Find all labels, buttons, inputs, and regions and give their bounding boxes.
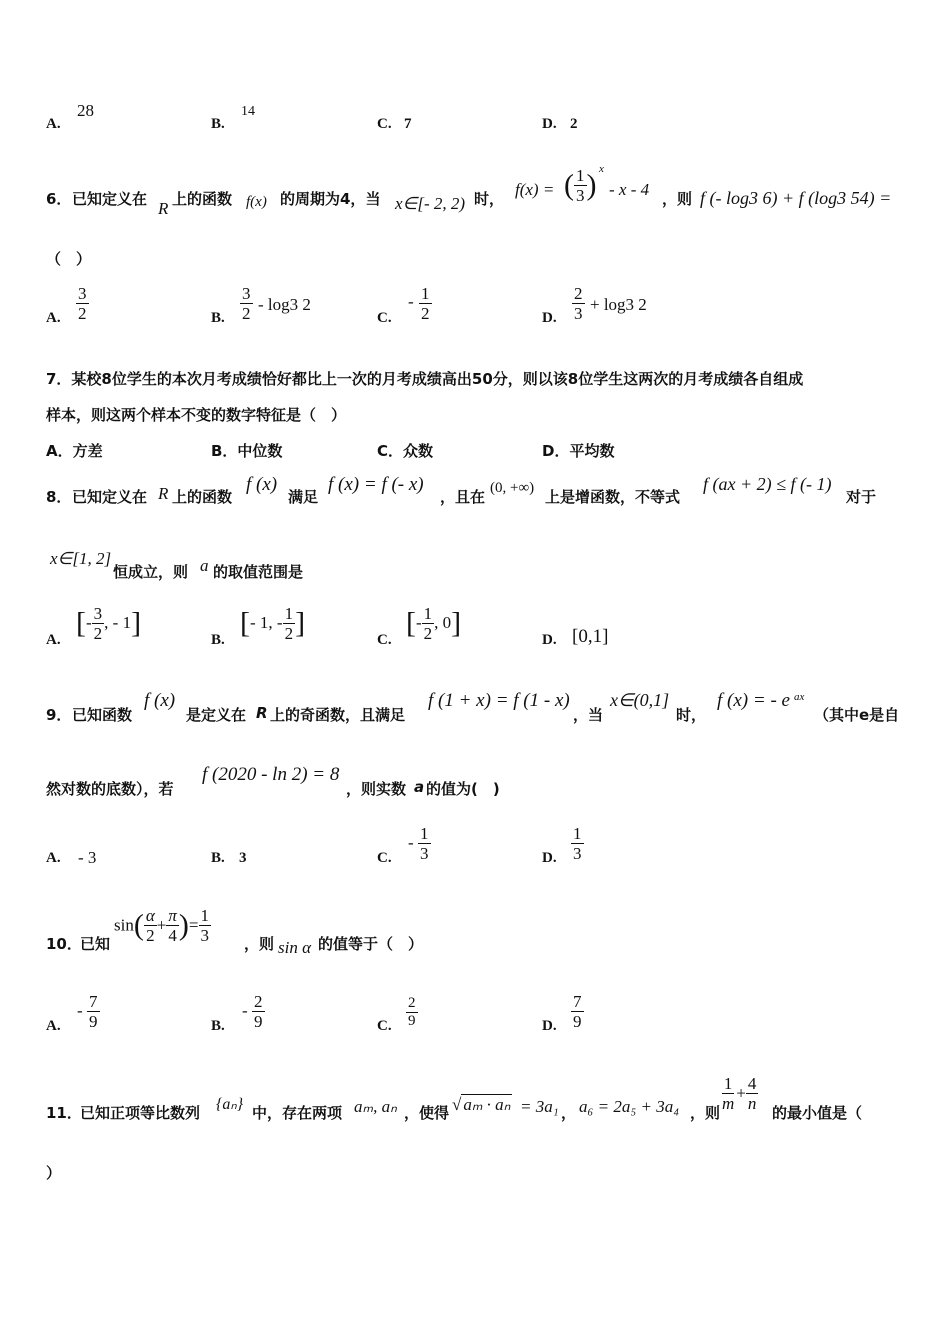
option-c-post: , 0 — [434, 613, 452, 632]
q6-option-d-rest: + log3 2 — [590, 295, 647, 314]
frac-den: 4 — [168, 926, 177, 945]
frac-den: 9 — [408, 1013, 416, 1029]
bracket-left: [ — [76, 606, 86, 640]
q11-text-4: ， — [561, 1104, 577, 1122]
q8-eq: f (x) = f (- x) — [328, 474, 424, 495]
q6-option-c-sign: - — [408, 292, 414, 311]
frac-num: 1 — [576, 166, 585, 185]
q10-option-d-frac — [571, 992, 584, 1031]
option-a-value: 28 — [77, 101, 94, 120]
frac-den: n — [747, 1094, 757, 1113]
frac-den: 2 — [423, 624, 433, 643]
q8-xdom: x∈[1, 2] — [50, 549, 112, 568]
q6-def-frac — [564, 166, 597, 205]
q8-ineq: f (ax + 2) ≤ f (- 1) — [703, 474, 832, 494]
frac-num: π — [168, 906, 177, 925]
q11-text-5: ，则 — [690, 1104, 721, 1122]
option-d-value: 2 — [570, 116, 578, 132]
frac-num: 1 — [420, 824, 429, 843]
q10-option-c-frac — [406, 995, 418, 1030]
q6-number: 6． — [46, 190, 72, 208]
q9-R: R — [256, 704, 268, 722]
q6-option-c-label: C. — [377, 310, 392, 326]
q6-def-lhs: f(x) = — [515, 180, 555, 199]
q10-number: 10． — [46, 935, 82, 953]
plus: + — [156, 915, 167, 935]
q8-number: 8． — [46, 488, 72, 506]
q11-text-1: 已知正项等比数列 — [80, 1104, 201, 1122]
q11-seq: {aₙ} — [216, 1096, 244, 1113]
q9-option-c-label: C. — [377, 850, 392, 866]
q8-R: R — [158, 484, 169, 503]
option-d-label: D. — [542, 116, 557, 132]
q9-cond: f (2020 - ln 2) = 8 — [202, 764, 340, 785]
q10-option-b-frac — [252, 992, 265, 1031]
option-c-value: 7 — [404, 116, 412, 132]
q6-expr: f (- log3 6) + f (log3 54) = — [700, 188, 892, 208]
q9-option-b-label: B. — [211, 850, 225, 866]
paren-left: ( — [564, 168, 574, 202]
option-b-pre: - 1, - — [250, 613, 283, 632]
paren-right: ) — [178, 908, 189, 942]
frac-num: 3 — [242, 284, 251, 303]
q6-option-b-frac — [240, 284, 253, 323]
q10-option-a-label: A. — [46, 1018, 61, 1034]
q9-text-2: 是定义在 — [186, 706, 247, 724]
q10-option-b-label: B. — [211, 1018, 225, 1034]
q9-text-3: 上的奇函数，且满足 — [270, 706, 406, 724]
q9-eq: f (1 + x) = f (1 - x) — [428, 690, 570, 711]
q8-option-b-label: B. — [211, 632, 225, 648]
frac-num: 4 — [747, 1074, 757, 1093]
q9-dom: x∈(0,1] — [610, 690, 670, 710]
option-b-label: B. — [211, 116, 225, 132]
q8-option-b-expr — [240, 604, 305, 643]
q11-close: ） — [46, 1164, 62, 1182]
plus: + — [736, 1083, 746, 1103]
bracket-right: ] — [295, 606, 306, 640]
q6-text-2: 上的函数 — [172, 190, 233, 208]
q10-sina: sin α — [278, 938, 312, 957]
q9-def: f (x) = - e — [717, 690, 790, 711]
frac-num: 3 — [78, 284, 87, 303]
paren-left: ( — [133, 908, 144, 942]
q10-option-a-frac — [87, 992, 100, 1031]
q7-option-a: A．方差 — [46, 442, 103, 460]
q9-option-c-sign: - — [408, 833, 414, 852]
q9-option-b-value: 3 — [239, 850, 247, 866]
q8-text-4: ，且在 — [440, 488, 486, 506]
q8-text-7: 恒成立，则 — [113, 563, 189, 581]
q8-option-d-label: D. — [542, 632, 557, 648]
q7-option-b: B．中位数 — [211, 442, 283, 460]
q6-text-5: ，则 — [662, 190, 693, 208]
equals: = — [188, 915, 199, 935]
frac-den: 9 — [89, 1012, 98, 1031]
frac-num: 3 — [93, 604, 103, 623]
q9-option-a-label: A. — [46, 850, 61, 866]
bracket-right: ] — [451, 606, 462, 640]
q6-text-1: 已知定义在 — [72, 190, 148, 208]
q8-a: a — [200, 556, 209, 575]
frac-num: α — [145, 906, 155, 925]
q9-text-5: 时， — [676, 706, 707, 724]
q8-text-5: 上是增函数，不等式 — [545, 488, 681, 506]
paren-right: ) — [586, 168, 597, 202]
q8-option-d-value: [0,1] — [572, 626, 609, 647]
q9-line2-c: 的值为( ) — [426, 780, 500, 798]
q11-text-3: ，使得 — [404, 1104, 450, 1122]
q9-option-a-value: - 3 — [78, 848, 97, 867]
option-b-value: 14 — [241, 104, 255, 119]
q8-interval: (0, +∞) — [490, 480, 535, 496]
q11-text-6: 的最小值是（ — [772, 1104, 863, 1122]
q10-option-c-label: C. — [377, 1018, 392, 1034]
option-c-pre: - — [416, 613, 422, 632]
q6-option-d-frac — [572, 284, 585, 323]
q10-option-b-sign: - — [242, 1001, 248, 1020]
frac-den: m — [722, 1094, 735, 1113]
q10-option-a-sign: - — [77, 1001, 83, 1020]
q9-line2-a: 然对数的底数），若 — [46, 780, 174, 798]
q8-text-2: 上的函数 — [172, 488, 233, 506]
q10-text-2: ，则 — [244, 935, 275, 953]
frac-den: 9 — [573, 1012, 582, 1031]
q7-option-d: D．平均数 — [542, 442, 615, 460]
q8-text-3: 满足 — [288, 488, 319, 506]
q11-sqrt: √ aₘ · aₙ — [452, 1095, 511, 1114]
q11-expr — [720, 1074, 758, 1113]
frac-den: 2 — [242, 304, 251, 323]
frac-num: 2 — [574, 284, 583, 303]
frac-num: 7 — [89, 992, 98, 1011]
q10-option-d-label: D. — [542, 1018, 557, 1034]
frac-den: 2 — [146, 926, 155, 945]
option-c-label: C. — [377, 116, 392, 132]
frac-den: 3 — [576, 186, 585, 205]
q11-number: 11． — [46, 1104, 82, 1122]
frac-den: 3 — [573, 844, 582, 863]
q11-text-2: 中，存在两项 — [252, 1104, 343, 1122]
frac-den: 2 — [78, 304, 87, 323]
frac-num: 2 — [408, 995, 416, 1011]
q6-R: R — [158, 199, 169, 218]
frac-num: 1 — [573, 824, 582, 843]
q8-fx: f (x) — [246, 474, 278, 495]
frac-num: 1 — [423, 604, 433, 623]
q9-a: a — [414, 778, 425, 796]
frac-den: 2 — [284, 624, 294, 643]
q6-domain: x∈[- 2, 2) — [395, 194, 466, 213]
frac-num: 1 — [200, 906, 209, 925]
q6-option-a-label: A. — [46, 310, 61, 326]
q9-text-4: ，当 — [573, 706, 604, 724]
q6-paren: （ ） — [46, 250, 92, 268]
q6-option-a-frac — [76, 284, 89, 323]
q8-option-a-label: A. — [46, 632, 61, 648]
q7-option-c: C．众数 — [377, 442, 434, 460]
frac-den: 2 — [93, 624, 103, 643]
bracket-left: [ — [240, 606, 250, 640]
q9-exp: ax — [794, 691, 805, 703]
option-a-pre: - — [86, 613, 92, 632]
frac-num: 1 — [421, 284, 430, 303]
bracket-left: [ — [406, 606, 416, 640]
q6-text-4: 时， — [474, 190, 505, 208]
q6-fx: f(x) — [246, 194, 267, 210]
frac-num: 2 — [254, 992, 263, 1011]
q11-terms: aₘ, aₙ — [354, 1097, 397, 1116]
q6-option-b-label: B. — [211, 310, 225, 326]
q9-option-c-frac — [418, 824, 431, 863]
frac-num: 1 — [723, 1074, 733, 1093]
q6-option-c-frac — [419, 284, 432, 323]
q10-text-3: 的值等于（ ） — [318, 935, 424, 953]
q9-option-d-label: D. — [542, 850, 557, 866]
q10-expr — [114, 906, 211, 945]
sqrt-inner: aₘ · aₙ — [463, 1095, 511, 1114]
sin: sin — [114, 915, 134, 935]
q9-option-d-frac — [571, 824, 584, 863]
q6-def-rest: - x - 4 — [609, 180, 650, 199]
frac-den: 9 — [254, 1012, 263, 1031]
q8-option-c-expr — [406, 604, 461, 643]
q9-number: 9． — [46, 706, 72, 724]
q7-line-1: 7．某校8位学生的本次月考成绩恰好都比上一次的月考成绩高出50分，则以该8位学生这两次的月考成绩各自组成 — [46, 370, 804, 388]
q11-sqrt-eq: = 3a₁ — [520, 1097, 559, 1116]
option-a-label: A. — [46, 116, 61, 132]
q8-text-1: 已知定义在 — [72, 488, 148, 506]
bracket-right: ] — [131, 606, 142, 640]
frac-num: 7 — [573, 992, 582, 1011]
q6-option-b-rest: - log3 2 — [258, 295, 311, 314]
q10-text-1: 已知 — [80, 935, 111, 953]
q9-line2-b: ，则实数 — [346, 780, 407, 798]
q9-fx: f (x) — [144, 690, 176, 711]
q8-option-c-label: C. — [377, 632, 392, 648]
q11-cond: a₆ = 2a₅ + 3a₄ — [579, 1097, 680, 1116]
frac-den: 3 — [420, 844, 429, 863]
frac-num: 1 — [284, 604, 294, 623]
q6-option-d-label: D. — [542, 310, 557, 326]
q6-exp-x: x — [599, 163, 604, 175]
frac-den: 3 — [200, 926, 209, 945]
q6-text-3: 的周期为4，当 — [280, 190, 381, 208]
frac-den: 3 — [574, 304, 583, 323]
q8-text-6: 对于 — [846, 488, 877, 506]
q8-option-a-expr — [76, 604, 141, 643]
q8-text-8: 的取值范围是 — [213, 563, 304, 581]
q7-line-2: 样本，则这两个样本不变的数字特征是（ ） — [46, 406, 347, 424]
option-a-post: , - 1 — [104, 613, 132, 632]
frac-den: 2 — [421, 304, 430, 323]
q9-text-1: 已知函数 — [72, 706, 133, 724]
q9-text-6: （其中e是自 — [814, 706, 900, 724]
